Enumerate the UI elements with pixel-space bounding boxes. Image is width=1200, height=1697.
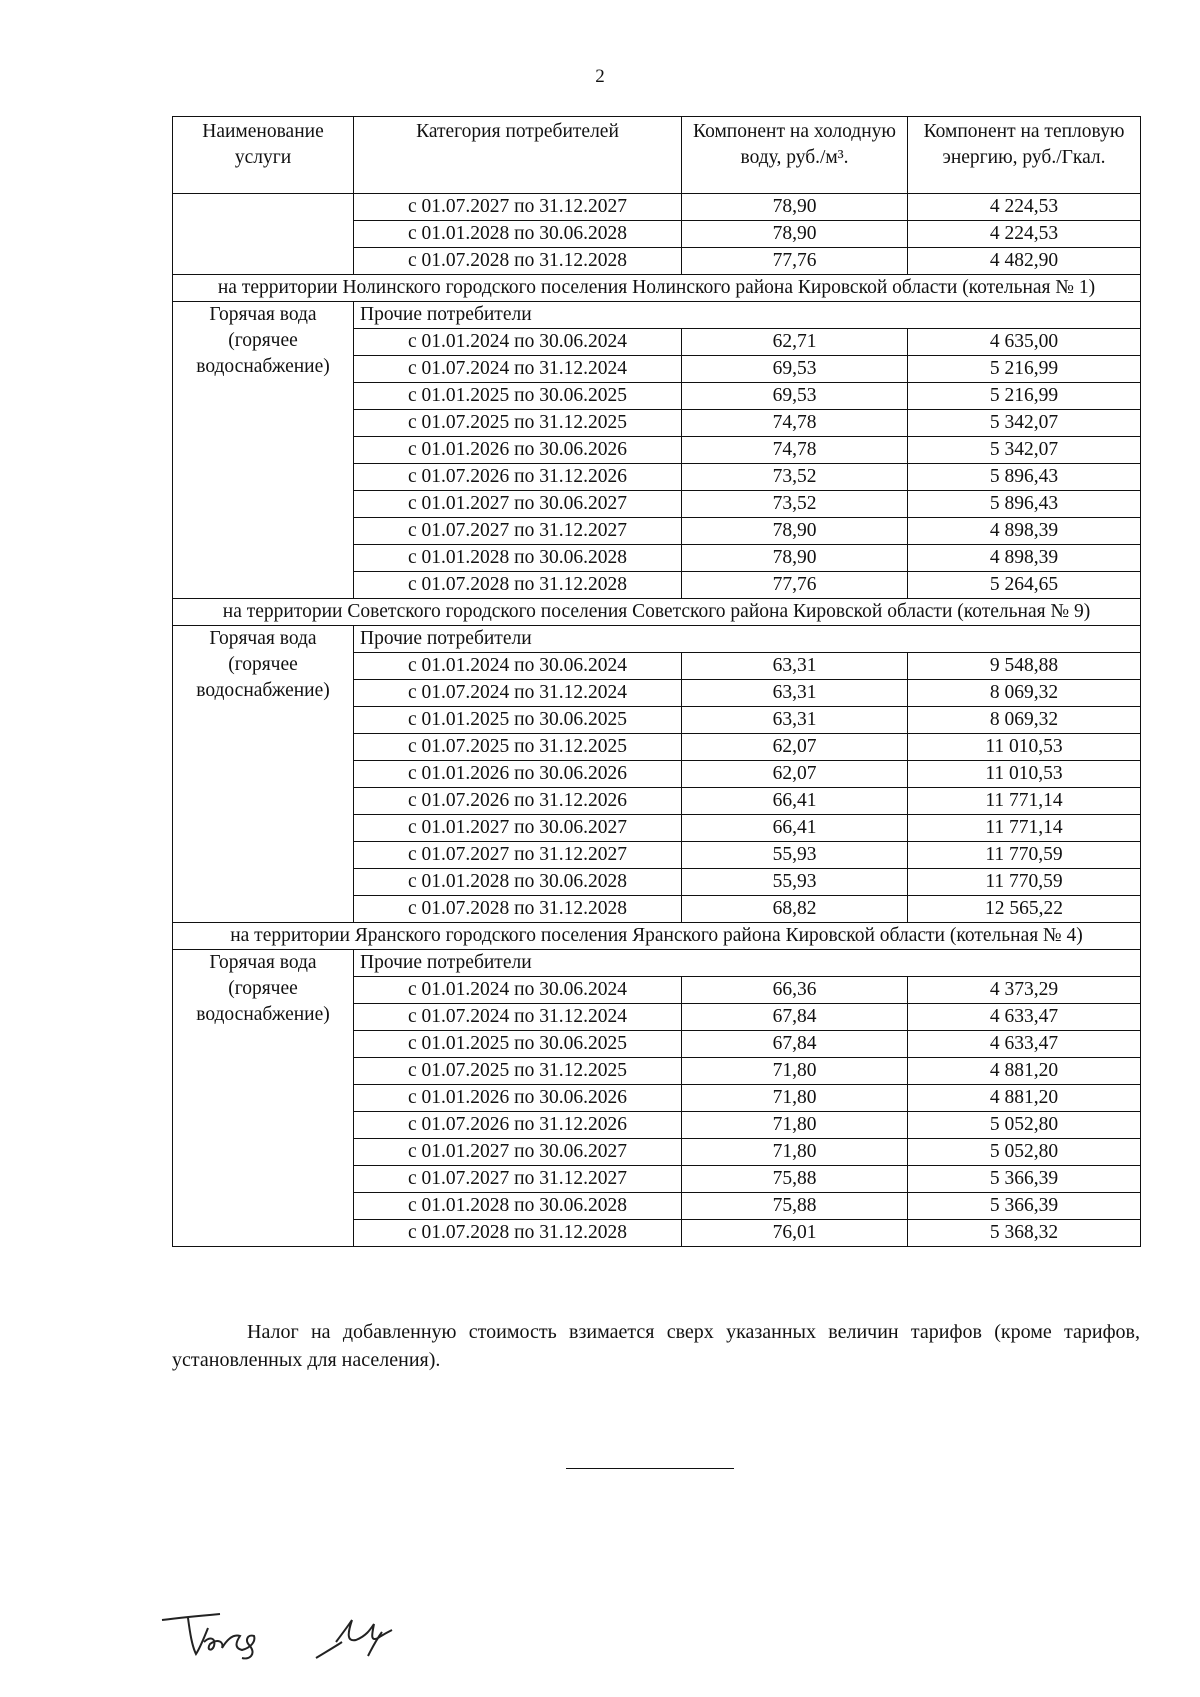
period-cell: с 01.01.2024 по 30.06.2024 (354, 977, 682, 1004)
territory-heading: на территории Советского городского поселения Советского района Кировской области (котельная № 9) (173, 599, 1141, 626)
heat-cell: 5 052,80 (908, 1139, 1141, 1166)
heat-cell: 11 771,14 (908, 788, 1141, 815)
period-cell: с 01.07.2027 по 31.12.2027 (354, 1166, 682, 1193)
cold-water-cell: 63,31 (682, 653, 908, 680)
service-cell-empty (173, 194, 354, 275)
vat-note: Налог на добавленную стоимость взимается сверх указанных величин тарифов (кроме тарифов, установленных для населения). (172, 1321, 1140, 1371)
period-cell: с 01.01.2026 по 30.06.2026 (354, 761, 682, 788)
heat-cell: 11 771,14 (908, 815, 1141, 842)
cold-water-cell: 75,88 (682, 1166, 908, 1193)
cold-water-cell: 78,90 (682, 545, 908, 572)
heat-cell: 5 896,43 (908, 464, 1141, 491)
heat-cell: 8 069,32 (908, 707, 1141, 734)
period-cell: с 01.07.2026 по 31.12.2026 (354, 464, 682, 491)
heat-cell: 5 342,07 (908, 437, 1141, 464)
heat-cell: 11 010,53 (908, 734, 1141, 761)
consumer-category: Прочие потребители (354, 302, 1141, 329)
period-cell: с 01.07.2027 по 31.12.2027 (354, 194, 682, 221)
table-row (173, 194, 1141, 221)
period-cell: с 01.07.2024 по 31.12.2024 (354, 356, 682, 383)
period-cell: с 01.07.2028 по 31.12.2028 (354, 896, 682, 923)
cold-water-cell: 71,80 (682, 1112, 908, 1139)
period-cell: с 01.07.2025 по 31.12.2025 (354, 410, 682, 437)
period-cell: с 01.01.2027 по 30.06.2027 (354, 491, 682, 518)
cold-water-cell: 71,80 (682, 1139, 908, 1166)
consumer-category: Прочие потребители (354, 950, 1141, 977)
category-row (173, 626, 1141, 653)
period-cell: с 01.01.2027 по 30.06.2027 (354, 815, 682, 842)
period-cell: с 01.07.2026 по 31.12.2026 (354, 1112, 682, 1139)
header-service: Наименование услуги (173, 117, 354, 194)
cold-water-cell: 71,80 (682, 1058, 908, 1085)
heat-cell: 9 548,88 (908, 653, 1141, 680)
tariff-table (172, 116, 1141, 1247)
heat-cell: 11 770,59 (908, 869, 1141, 896)
period-cell: с 01.07.2027 по 31.12.2027 (354, 518, 682, 545)
cold-water-cell: 77,76 (682, 248, 908, 275)
heat-cell: 4 373,29 (908, 977, 1141, 1004)
heat-cell: 11 010,53 (908, 761, 1141, 788)
cold-water-cell: 63,31 (682, 680, 908, 707)
signature-2 (312, 1612, 402, 1664)
cold-water-cell: 62,07 (682, 761, 908, 788)
heat-cell: 5 052,80 (908, 1112, 1141, 1139)
period-cell: с 01.01.2028 по 30.06.2028 (354, 1193, 682, 1220)
period-cell: с 01.01.2025 по 30.06.2025 (354, 707, 682, 734)
period-cell: с 01.01.2028 по 30.06.2028 (354, 221, 682, 248)
table-header-row (173, 117, 1141, 194)
territory-row (173, 275, 1141, 302)
page-number: 2 (595, 66, 605, 87)
cold-water-cell: 73,52 (682, 464, 908, 491)
heat-cell: 4 224,53 (908, 221, 1141, 248)
separator-line (566, 1468, 734, 1469)
cold-water-cell: 77,76 (682, 572, 908, 599)
heat-cell: 4 482,90 (908, 248, 1141, 275)
cold-water-cell: 76,01 (682, 1220, 908, 1247)
period-cell: с 01.07.2024 по 31.12.2024 (354, 680, 682, 707)
period-cell: с 01.01.2027 по 30.06.2027 (354, 1139, 682, 1166)
cold-water-cell: 67,84 (682, 1004, 908, 1031)
period-cell: с 01.01.2028 по 30.06.2028 (354, 545, 682, 572)
heat-cell: 5 366,39 (908, 1193, 1141, 1220)
territory-heading: на территории Яранского городского поселения Яранского района Кировской области (котельная № 4) (173, 923, 1141, 950)
period-cell: с 01.07.2028 по 31.12.2028 (354, 1220, 682, 1247)
cold-water-cell: 74,78 (682, 410, 908, 437)
service-name: Горячая вода (горячее водоснабжение) (173, 950, 354, 1247)
service-name: Горячая вода (горячее водоснабжение) (173, 626, 354, 923)
cold-water-cell: 78,90 (682, 221, 908, 248)
heat-cell: 4 898,39 (908, 545, 1141, 572)
signature-1 (158, 1608, 278, 1662)
header-category: Категория потребителей (354, 117, 682, 194)
period-cell: с 01.07.2027 по 31.12.2027 (354, 842, 682, 869)
consumer-category: Прочие потребители (354, 626, 1141, 653)
heat-cell: 5 342,07 (908, 410, 1141, 437)
heat-cell: 5 216,99 (908, 356, 1141, 383)
cold-water-cell: 73,52 (682, 491, 908, 518)
heat-cell: 5 368,32 (908, 1220, 1141, 1247)
cold-water-cell: 74,78 (682, 437, 908, 464)
service-name: Горячая вода (горячее водоснабжение) (173, 302, 354, 599)
period-cell: с 01.01.2025 по 30.06.2025 (354, 1031, 682, 1058)
heat-cell: 12 565,22 (908, 896, 1141, 923)
heat-cell: 4 881,20 (908, 1085, 1141, 1112)
cold-water-cell: 55,93 (682, 869, 908, 896)
heat-cell: 4 881,20 (908, 1058, 1141, 1085)
period-cell: с 01.07.2028 по 31.12.2028 (354, 248, 682, 275)
period-cell: с 01.07.2026 по 31.12.2026 (354, 788, 682, 815)
territory-heading: на территории Нолинского городского поселения Нолинского района Кировской области (котельная № 1) (173, 275, 1141, 302)
cold-water-cell: 66,36 (682, 977, 908, 1004)
heat-cell: 4 633,47 (908, 1004, 1141, 1031)
cold-water-cell: 67,84 (682, 1031, 908, 1058)
cold-water-cell: 69,53 (682, 356, 908, 383)
cold-water-cell: 71,80 (682, 1085, 908, 1112)
cold-water-cell: 66,41 (682, 815, 908, 842)
heat-cell: 5 366,39 (908, 1166, 1141, 1193)
period-cell: с 01.01.2028 по 30.06.2028 (354, 869, 682, 896)
period-cell: с 01.01.2024 по 30.06.2024 (354, 329, 682, 356)
cold-water-cell: 78,90 (682, 194, 908, 221)
heat-cell: 5 216,99 (908, 383, 1141, 410)
period-cell: с 01.01.2024 по 30.06.2024 (354, 653, 682, 680)
cold-water-cell: 55,93 (682, 842, 908, 869)
territory-row (173, 923, 1141, 950)
period-cell: с 01.01.2025 по 30.06.2025 (354, 383, 682, 410)
heat-cell: 4 635,00 (908, 329, 1141, 356)
header-cold-water: Компонент на холодную воду, руб./м³. (682, 117, 908, 194)
heat-cell: 11 770,59 (908, 842, 1141, 869)
heat-cell: 5 264,65 (908, 572, 1141, 599)
period-cell: с 01.01.2026 по 30.06.2026 (354, 437, 682, 464)
header-heat: Компонент на тепловую энергию, руб./Гкал. (908, 117, 1141, 194)
cold-water-cell: 62,71 (682, 329, 908, 356)
cold-water-cell: 63,31 (682, 707, 908, 734)
category-row (173, 302, 1141, 329)
heat-cell: 8 069,32 (908, 680, 1141, 707)
period-cell: с 01.07.2028 по 31.12.2028 (354, 572, 682, 599)
cold-water-cell: 62,07 (682, 734, 908, 761)
heat-cell: 5 896,43 (908, 491, 1141, 518)
cold-water-cell: 75,88 (682, 1193, 908, 1220)
cold-water-cell: 78,90 (682, 518, 908, 545)
period-cell: с 01.07.2024 по 31.12.2024 (354, 1004, 682, 1031)
heat-cell: 4 898,39 (908, 518, 1141, 545)
cold-water-cell: 66,41 (682, 788, 908, 815)
territory-row (173, 599, 1141, 626)
period-cell: с 01.01.2026 по 30.06.2026 (354, 1085, 682, 1112)
period-cell: с 01.07.2025 по 31.12.2025 (354, 734, 682, 761)
period-cell: с 01.07.2025 по 31.12.2025 (354, 1058, 682, 1085)
category-row (173, 950, 1141, 977)
cold-water-cell: 68,82 (682, 896, 908, 923)
heat-cell: 4 224,53 (908, 194, 1141, 221)
cold-water-cell: 69,53 (682, 383, 908, 410)
heat-cell: 4 633,47 (908, 1031, 1141, 1058)
